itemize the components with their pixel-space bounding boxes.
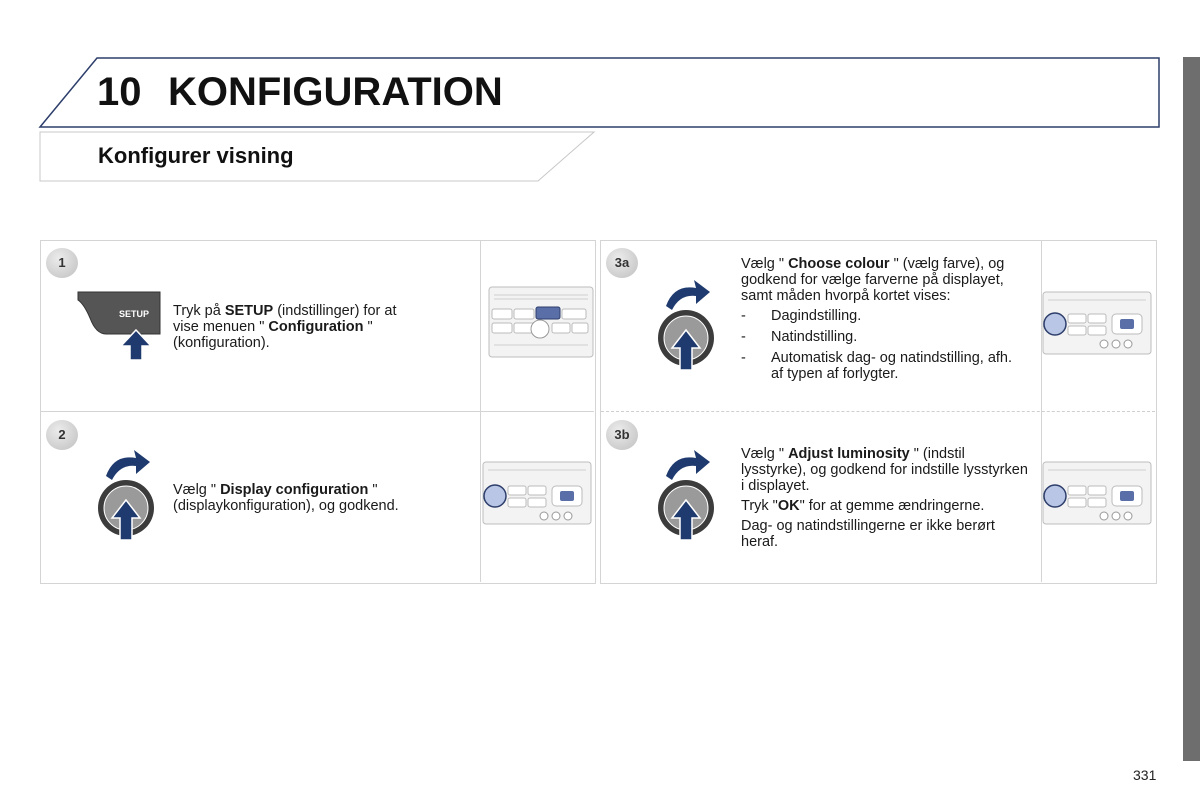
step-badge: 2	[46, 420, 78, 450]
radio-panel-knob-image	[482, 458, 592, 526]
section-header-frame	[0, 120, 600, 190]
section-title: Konfigurer visning	[98, 143, 294, 168]
radio-panel-knob-image	[1042, 288, 1152, 356]
step-3b-text: Vælg " Adjust luminosity " (indstil lysstyrke), og godkend for indstille lysstyrken i displayet. Tryk "OK" for at gemme ændringerne. Dag- og natindstillingerne er ikke berørt heraf.	[741, 446, 1028, 550]
chapter-title: KONFIGURATION	[168, 70, 503, 114]
step-badge: 1	[46, 248, 78, 278]
step-2-text: Vælg " Display configuration " (displaykonfiguration), og godkend.	[173, 482, 399, 514]
rotary-knob-icon	[92, 448, 162, 546]
chapter-number: 10	[97, 70, 142, 114]
radio-panel-knob-image	[1042, 458, 1152, 526]
step-badge: 3b	[606, 420, 638, 450]
chapter-edge-tab	[1183, 57, 1200, 761]
setup-button-label: SETUP	[118, 309, 150, 319]
list-item: - Dagindstilling.	[741, 308, 862, 324]
list-item: - Natindstilling.	[741, 329, 858, 345]
step-3a-text: Vælg " Choose colour " (vælg farve), og godkend for vælge farverne på displayet, samt måden hvorpå kortet vises: - Dagindstilling. - Natindstilling. - Automatisk dag- og natindstilling, afh. af typen af forlygter.	[741, 256, 1017, 387]
step-1-text: Tryk på SETUP (indstillinger) for at vise menuen " Configuration " (konfiguration).	[173, 303, 397, 351]
list-item: - Automatisk dag- og natindstilling, afh. af typen af forlygter.	[741, 350, 1012, 382]
row-divider	[601, 411, 1155, 412]
page-number: 331	[1133, 767, 1157, 783]
setup-button-icon	[76, 288, 164, 364]
step-badge: 3a	[606, 248, 638, 278]
radio-panel-setup-image	[488, 285, 594, 359]
row-divider	[41, 411, 594, 412]
rotary-knob-icon	[652, 278, 722, 376]
rotary-knob-icon	[652, 448, 722, 546]
